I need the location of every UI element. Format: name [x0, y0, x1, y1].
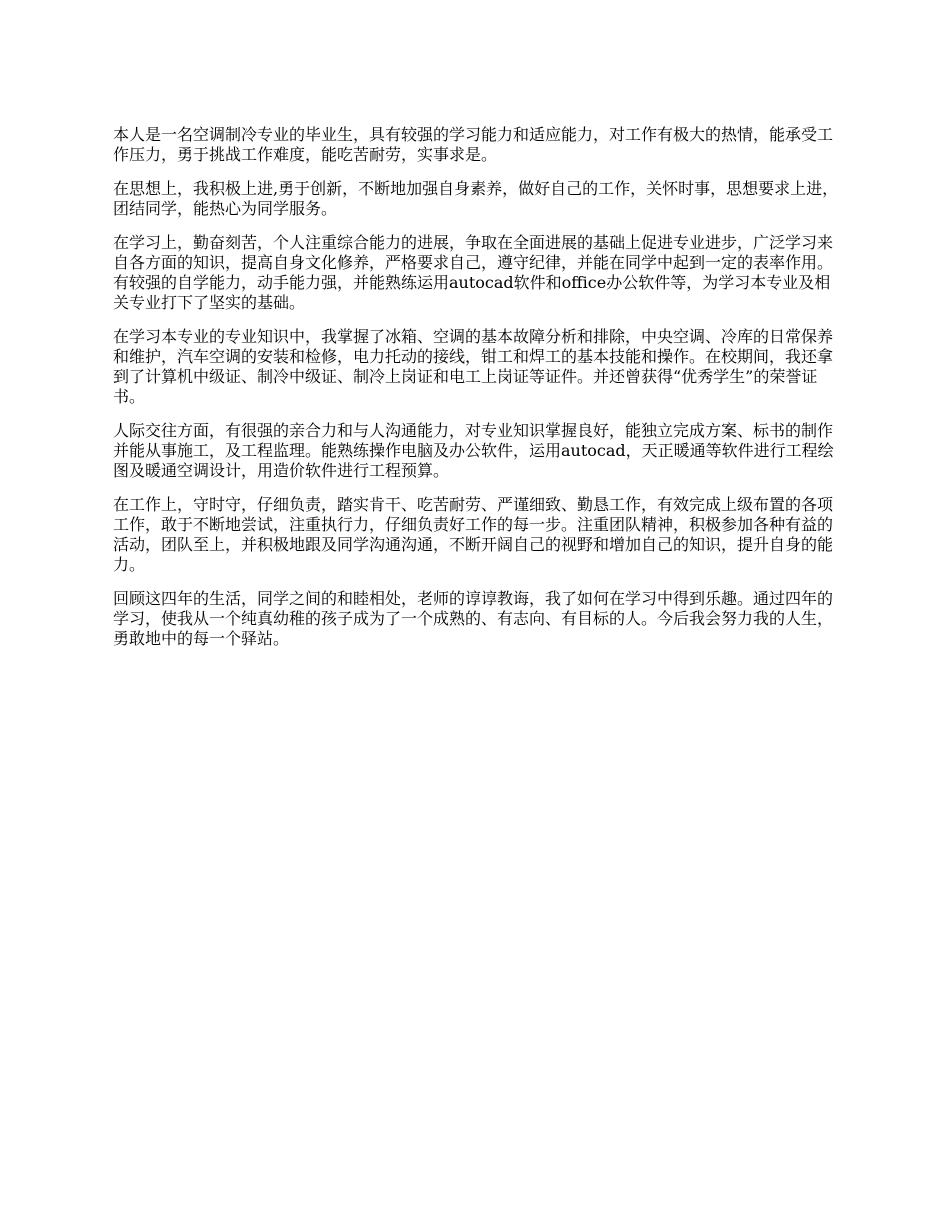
paragraph-intro: 本人是一名空调制冷专业的毕业生，具有较强的学习能力和适应能力，对工作有极大的热情，能承受工作压力，勇于挑战工作难度，能吃苦耐劳，实事求是。: [113, 125, 834, 164]
paragraph-review: 回顾这四年的生活，同学之间的和睦相处，老师的谆谆教诲，我了如何在学习中得到乐趣。通过四年的学习，使我从一个纯真幼稚的孩子成为了一个成熟的、有志向、有目标的人。今后我会努力我的人生，勇敢地中的每一个驿站。: [113, 589, 834, 648]
paragraph-interpersonal: 人际交往方面，有很强的亲合力和与人沟通能力，对专业知识掌握良好，能独立完成方案、标书的制作并能从事施工，及工程监理。能熟练操作电脑及办公软件，运用autocad，天正暖通等软件进行工程绘图及暖通空调设计，用造价软件进行工程预算。: [113, 421, 834, 480]
document-body: [113, 125, 841, 663]
paragraph-study: 在学习上，勤奋刻苦，个人注重综合能力的进展，争取在全面进展的基础上促进专业进步，广泛学习来自各方面的知识，提高自身文化修养，严格要求自己，遵守纪律，并能在同学中起到一定的表率作用。有较强的自学能力，动手能力强，并能熟练运用autocad软件和office办公软件等，为学习本专业及相关专业打下了坚实的基础。: [113, 233, 834, 312]
paragraph-work: 在工作上，守时守，仔细负责，踏实肯干、吃苦耐劳、严谨细致、勤恳工作，有效完成上级布置的各项工作，敢于不断地尝试，注重执行力，仔细负责好工作的每一步。注重团队精神，积极参加各种有益的活动，团队至上，并积极地跟及同学沟通沟通，不断开阔自己的视野和增加自己的知识，提升自身的能力。: [113, 495, 834, 574]
paragraph-ideology: 在思想上，我积极上进,勇于创新，不断地加强自身素养，做好自己的工作，关怀时事，思想要求上进，团结同学，能热心为同学服务。: [113, 179, 839, 218]
paragraph-professional-skills: 在学习本专业的专业知识中，我掌握了冰箱、空调的基本故障分析和排除，中央空调、冷库的日常保养和维护，汽车空调的安装和检修，电力托动的接线，钳工和焊工的基本技能和操作。在校期间，我还拿到了计算机中级证、制冷中级证、制冷上岗证和电工上岗证等证件。并还曾获得“优秀学生”的荣誉证书。: [113, 327, 834, 406]
